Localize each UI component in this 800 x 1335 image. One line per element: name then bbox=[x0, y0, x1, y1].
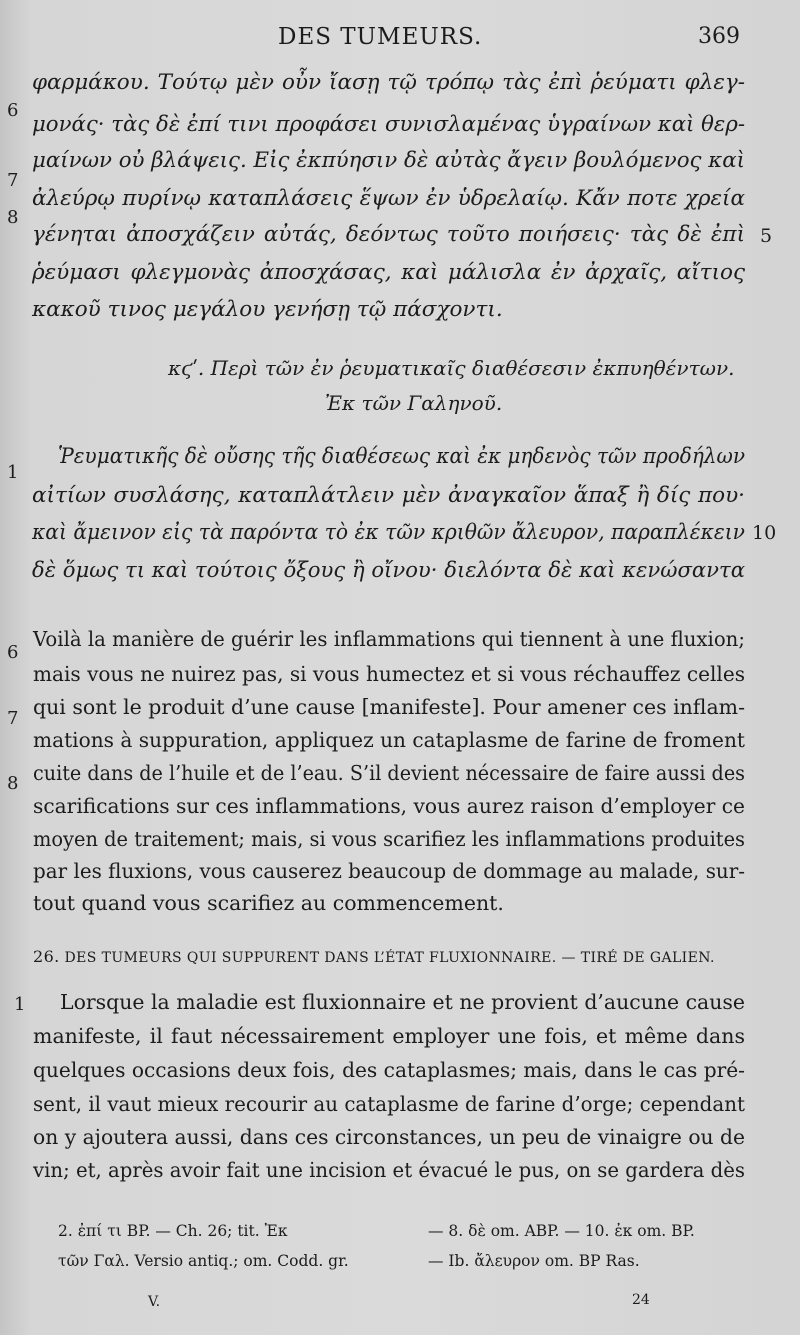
french-line: tout quand vous scarifiez au commencement. bbox=[33, 891, 504, 915]
footnote-line: — 8. δὲ om. ABP. — 10. ἐκ om. BP. bbox=[428, 1222, 695, 1240]
margin-line-number: 6 bbox=[7, 642, 19, 663]
greek-line: δὲ ὅμως τι καὶ τούτοις ὄξους ἢ οἴνου· διελόντα δὲ καὶ κενώσαντα bbox=[32, 558, 745, 583]
footnote-line: — Ib. ἄλευρον om. BP Ras. bbox=[428, 1252, 640, 1270]
margin-line-number: 8 bbox=[7, 773, 19, 794]
greek-line: γένηται ἀποσχάζειν αὐτάς, δεόντως τοῦτο ποιήσεις· τὰς δὲ ἐπὶ bbox=[32, 222, 745, 247]
french-line: qui sont le produit d’une cause [manifeste]. Pour amener ces inflam- bbox=[33, 695, 745, 719]
french-line: vin; et, après avoir fait une incision et évacué le pus, on se gardera dès bbox=[33, 1158, 745, 1182]
greek-line: μαίνων οὐ βλάψεις. Εἰς ἐκπύησιν δὲ αὐτὰς ἄγειν βουλόμενος καὶ bbox=[32, 148, 745, 173]
margin-line-number: 7 bbox=[7, 708, 19, 729]
section-title: DES TUMEURS QUI SUPPURENT DANS L’ÉTAT FLUXIONNAIRE. — TIRÉ DE GALIEN. bbox=[64, 950, 715, 966]
margin-line-number: 6 bbox=[7, 100, 19, 121]
margin-line-number: 8 bbox=[7, 207, 19, 228]
greek-line: μονάς· τὰς δὲ ἐπί τινι προφάσει συνισλαμένας ὑγραίνων καὶ θερ- bbox=[32, 112, 745, 137]
french-line: Lorsque la maladie est fluxionnaire et ne provient d’aucune cause bbox=[60, 990, 745, 1014]
margin-line-number: 1 bbox=[14, 994, 26, 1015]
greek-line: ῥεύμασι φλεγμονὰς ἀποσχάσας, καὶ μάλισλα ἐν ἀρχαῖς, αἴτιος bbox=[32, 260, 745, 285]
margin-line-number-right: 5 bbox=[760, 225, 773, 247]
footnote-line: τῶν Γαλ. Versio antiq.; om. Codd. gr. bbox=[58, 1252, 349, 1270]
french-line: mais vous ne nuirez pas, si vous humectez et si vous réchauffez celles bbox=[33, 662, 745, 686]
greek-section-title: κϛʹ. Περὶ τῶν ἐν ῥευματικαῖς διαθέσεσιν ἐκπυηθέντων. bbox=[168, 356, 735, 380]
french-line: quelques occasions deux fois, des cataplasmes; mais, dans le cas pré- bbox=[33, 1058, 745, 1082]
french-line: sent, il vaut mieux recourir au cataplasme de farine d’orge; cependant bbox=[33, 1092, 745, 1116]
margin-line-number: 7 bbox=[7, 170, 19, 191]
french-line: manifeste, il faut nécessairement employer une fois, et même dans bbox=[33, 1024, 745, 1048]
french-section-heading bbox=[33, 947, 715, 966]
greek-line: κακοῦ τινος μεγάλου γενήσῃ τῷ πάσχοντι. bbox=[32, 297, 503, 322]
french-line: cuite dans de l’huile et de l’eau. S’il devient nécessaire de faire aussi des bbox=[33, 761, 745, 785]
greek-line: καὶ ἄμεινον εἰς τὰ παρόντα τὸ ἐκ τῶν κριθῶν ἄλευρον, παραπλέκειν bbox=[32, 520, 745, 545]
footnote-line: 2. ἐπί τι BP. — Ch. 26; tit. Ἐκ bbox=[58, 1222, 288, 1240]
section-number: 26. bbox=[33, 947, 60, 966]
greek-line: Ῥευματικῆς δὲ οὔσης τῆς διαθέσεως καὶ ἐκ μηδενὸς τῶν προδήλων bbox=[58, 444, 745, 469]
french-line: Voilà la manière de guérir les inflammations qui tiennent à une fluxion; bbox=[33, 627, 745, 651]
french-line: scarifications sur ces inflammations, vous aurez raison d’employer ce bbox=[33, 794, 745, 818]
french-line: moyen de traitement; mais, si vous scarifiez les inflammations produites bbox=[33, 827, 745, 851]
signature-number: 24 bbox=[632, 1292, 650, 1308]
margin-line-number-right: 10 bbox=[752, 522, 777, 544]
page-number: 369 bbox=[698, 24, 740, 49]
greek-line: φαρμάκου. Τούτῳ μὲν οὖν ἴασῃ τῷ τρόπῳ τὰς ἐπὶ ῥεύματι φλεγ- bbox=[32, 70, 745, 95]
greek-section-subtitle: Ἐκ τῶν Γαληνοῦ. bbox=[325, 391, 503, 415]
signature-mark: V. bbox=[148, 1294, 161, 1310]
french-line: on y ajoutera aussi, dans ces circonstances, un peu de vinaigre ou de bbox=[33, 1125, 745, 1149]
running-header-title: DES TUMEURS. bbox=[278, 24, 483, 50]
greek-line: ἀλεύρῳ πυρίνῳ καταπλάσεις ἕψων ἐν ὑδρελαίῳ. Κἄν ποτε χρεία bbox=[32, 186, 745, 211]
greek-line: αἰτίων συσλάσης, καταπλάτλειν μὲν ἀναγκαῖον ἅπαξ ἢ δίς που· bbox=[32, 483, 745, 508]
french-line: mations à suppuration, appliquez un cataplasme de farine de froment bbox=[33, 728, 745, 752]
margin-line-number: 1 bbox=[7, 462, 19, 483]
french-line: par les fluxions, vous causerez beaucoup de dommage au malade, sur- bbox=[33, 859, 745, 883]
